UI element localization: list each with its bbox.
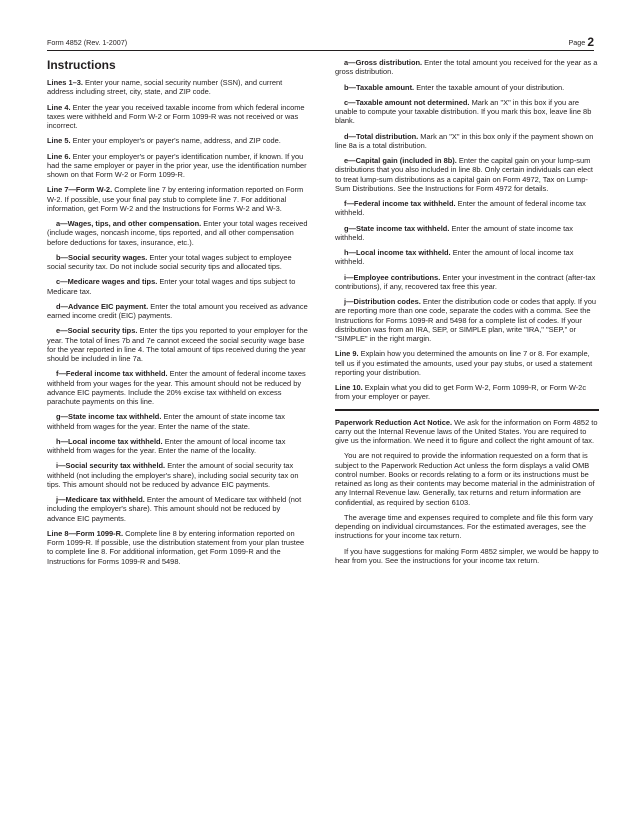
paragraph-heading: g—State income tax withheld. [344, 223, 450, 233]
paragraph-heading: b—Social security wages. [56, 252, 148, 262]
paragraph-text: Explain what you did to get Form W-2, Form 1099-R, or Form W-2c from your employer or payer. [335, 383, 587, 402]
paragraph-text: Enter the distribution code or codes that apply. If you are reporting more than one code, separate the codes with a comma. See the Instructions for Forms 1099-R and 5498 for a complete list of codes. If your distribution was from an IRA, SEP, or SIMPLE plan, write "IRA," "SEP," or "SIMPLE" in the right margin. [335, 297, 597, 343]
paragraph-text: Enter the amount of local income tax withheld. [335, 248, 574, 267]
instruction-paragraph [47, 369, 310, 406]
instruction-paragraph [335, 297, 599, 343]
paragraph-heading: f—Federal income tax withheld. [56, 369, 168, 379]
paragraph-heading: i—Employee contributions. [344, 272, 441, 282]
instruction-paragraph [335, 156, 599, 193]
paragraph-text: Complete line 7 by entering information reported on Form W-2. If possible, use your final pay stub to complete line 7. For additional information, get Form W-2 and the Instructions for Forms W-2 and W-3. [47, 185, 304, 213]
paperwork-paragraph [335, 513, 599, 541]
paragraph-text: Enter the year you received taxable income from which federal income taxes were withheld and Form W-2 or Form 1099-R was not received or was incorrect. [47, 102, 305, 130]
paragraph-text: Complete line 8 by entering information reported on Form 1099-R. If possible, use the distribution statement from your plan trustee to complete line 8. For additional information, get Form 1099-R and the Instructions for Forms 1099-R and 5498. [47, 528, 305, 566]
paragraph-heading: Paperwork Reduction Act Notice. [335, 417, 453, 427]
paragraph-heading: Line 10. [335, 383, 363, 392]
instructions-title: Instructions [47, 58, 116, 72]
instruction-paragraph [47, 529, 310, 566]
paragraph-text: Mark an "X" in this box if you are unable to compute your taxable distribution. If you mark this box, leave line 8b blank. [335, 97, 592, 126]
paragraph-heading: e—Social security tips. [56, 326, 138, 336]
right-column-paragraphs [335, 58, 599, 402]
paragraph-heading: Line 4. [47, 102, 71, 112]
instruction-paragraph [47, 326, 310, 363]
paragraph-heading: i—Social security tax withheld. [56, 461, 166, 471]
paperwork-reduction-notice [335, 418, 599, 566]
paragraph-heading: c—Medicare wages and tips. [56, 277, 158, 287]
paragraph-heading: Line 9. [335, 349, 359, 359]
paragraph-heading: Line 7—Form W-2. [47, 185, 113, 195]
paragraph-text: Enter your total wages received (include wages, noncash income, tips reported, and all other compensation before deductions for taxes, insurance, etc.). [47, 219, 308, 247]
paragraph-text: Enter your total wages subject to employee social security tax. Do not include social security tips and allocated tips. [47, 252, 292, 271]
paragraph-text: We ask for the information on Form 4852 to carry out the Internal Revenue laws of the United States. You are required to give us the information. We need it to figure and collect the right amount of tax. [335, 417, 598, 445]
right-column [335, 58, 599, 571]
paragraph-heading: a—Wages, tips, and other compensation. [56, 219, 202, 228]
paragraph-text: Enter your employer's or payer's name, address, and ZIP code. [70, 136, 281, 146]
instruction-paragraph [47, 219, 310, 247]
instruction-paragraph [47, 461, 310, 489]
paragraph-text: Enter the amount of federal income taxes withheld from your wages for the year. This amount should not be reduced by advance EIC payments. Include the 20% excise tax withheld on excess parachute payments on this line. [47, 369, 306, 406]
paragraph-heading: d—Advance EIC payment. [56, 301, 149, 311]
instruction-paragraph [47, 152, 310, 180]
header-rule [47, 50, 594, 51]
paragraph-text: Mark an "X" in this box only if the payment shown on line 8a is a total distribution. [335, 131, 594, 150]
paperwork-paragraph [335, 418, 599, 446]
instruction-paragraph [335, 199, 599, 218]
paperwork-paragraph [335, 451, 599, 507]
instruction-paragraph [47, 495, 310, 523]
paragraph-text: Enter the amount of state income tax withheld from wages for the year. Enter the name of the state. [47, 412, 286, 431]
paragraph-heading: d—Total distribution. [344, 131, 419, 141]
paragraph-heading: j—Distribution codes. [344, 297, 421, 306]
instruction-paragraph [335, 224, 599, 243]
paragraph-heading: e—Capital gain (included in 8b). [344, 156, 457, 165]
instruction-paragraph [47, 412, 310, 431]
paperwork-paragraph [335, 547, 599, 566]
paragraph-heading: j—Medicare tax withheld. [56, 495, 145, 504]
left-column [47, 58, 310, 572]
instruction-paragraph [335, 98, 599, 126]
paragraph-heading: h—Local income tax withheld. [344, 248, 451, 257]
paragraph-text: Enter your investment in the contract (after-tax contributions), if any, recovered tax free this year. [335, 272, 596, 291]
instruction-paragraph [47, 302, 310, 321]
left-column-paragraphs [47, 78, 310, 566]
paragraph-text: Enter the tips you reported to your employer for the year. The total of lines 7b and 7e cannot exceed the social security wage base for the year reported in line 4. The total amount of tips received during the year should be included in line 7a. [47, 326, 308, 363]
paragraph-text: Enter the amount of state income tax withheld. [335, 223, 574, 242]
paragraph-text: You are not required to provide the information requested on a form that is subject to the Paperwork Reduction Act unless the form displays a valid OMB control number. Books or records relating to a form or its instructions must be retained as long as their contents may become material in the administration of any Internal Revenue law. Generally, tax returns and return information are confidential, as required by section 6103. [335, 451, 595, 507]
paragraph-heading: Line 5. [47, 136, 71, 146]
paragraph-text: Explain how you determined the amounts on line 7 or 8. For example, tell us if you estimated the amounts, used your pay stubs, or used a statement reporting your distribution. [335, 349, 593, 377]
paragraph-heading: c—Taxable amount not determined. [344, 97, 470, 107]
instruction-paragraph [47, 103, 310, 131]
paragraph-text: If you have suggestions for making Form 4852 simpler, we would be happy to hear from you. See the instructions for your income tax return. [335, 546, 599, 565]
paragraph-text: Enter your name, social security number (SSN), and current address including street, city, state, and ZIP code. [47, 78, 283, 97]
paragraph-heading: b—Taxable amount. [344, 82, 415, 92]
paragraph-heading: Line 8—Form 1099-R. [47, 528, 124, 538]
page-number: 2 [587, 35, 594, 49]
instruction-paragraph [335, 248, 599, 267]
paragraph-text: Enter the amount of Medicare tax withheld (not including the employer's share). This amount should not be reduced by advance EIC payments. [47, 495, 302, 523]
paragraph-heading: f—Federal income tax withheld. [344, 199, 456, 208]
instruction-paragraph [47, 277, 310, 296]
paragraph-heading: Line 6. [47, 151, 71, 161]
paragraph-heading: a—Gross distribution. [344, 58, 423, 67]
instruction-paragraph [335, 349, 599, 377]
paragraph-text: Enter the amount of social security tax withheld (not including the employer's share), including social security tax on tips. This amount should not be reduced by advance EIC payments. [47, 461, 299, 489]
instruction-paragraph [47, 253, 310, 272]
paragraph-text: Enter the taxable amount of your distribution. [414, 82, 565, 92]
form-identifier: Form 4852 (Rev. 1-2007) [47, 38, 128, 47]
instruction-paragraph [47, 437, 310, 456]
page-indicator [569, 35, 594, 49]
paragraph-text: Enter the amount of local income tax withheld from wages for the year. Enter the name of the locality. [47, 436, 286, 455]
instruction-paragraph [335, 58, 599, 77]
paragraph-text: Enter your employer's or payer's identification number, if known. If you had the same employer or payer in the prior year, use the identification number shown on that Form W-2 or Form 1099-R. [47, 151, 307, 179]
paragraph-text: Enter the total amount you received as advance earned income credit (EIC) payments. [47, 301, 308, 320]
paragraph-text: Enter the amount of federal income tax withheld. [335, 199, 586, 218]
paragraph-heading: g—State income tax withheld. [56, 412, 162, 422]
instruction-paragraph [47, 78, 310, 97]
section-divider [335, 409, 599, 411]
paragraph-text: Enter the total amount you received for the year as a gross distribution. [335, 58, 598, 77]
paragraph-text: Enter your total wages and tips subject to Medicare tax. [47, 277, 296, 296]
paragraph-heading: Lines 1–3. [47, 78, 83, 87]
instruction-paragraph [335, 273, 599, 292]
paragraph-heading: h—Local income tax withheld. [56, 436, 163, 446]
paragraph-text: The average time and expenses required to complete and file this form vary depending on individual circumstances. For the estimated averages, see the instructions for your income tax return. [335, 512, 593, 541]
page-label: Page [568, 38, 586, 47]
instruction-paragraph [335, 383, 599, 402]
instruction-paragraph [335, 132, 599, 151]
instruction-paragraph [47, 136, 310, 145]
instruction-paragraph [47, 185, 310, 213]
paragraph-text: Enter the capital gain on your lump-sum distributions that you also included in line 8b. Only certain individuals can elect to treat lump-sum distributions as a capital gain on Form 4972, Tax on Lump-Sum Distributions. See the Instructions for Form 4972 for details. [335, 156, 593, 193]
instruction-paragraph [335, 83, 599, 92]
